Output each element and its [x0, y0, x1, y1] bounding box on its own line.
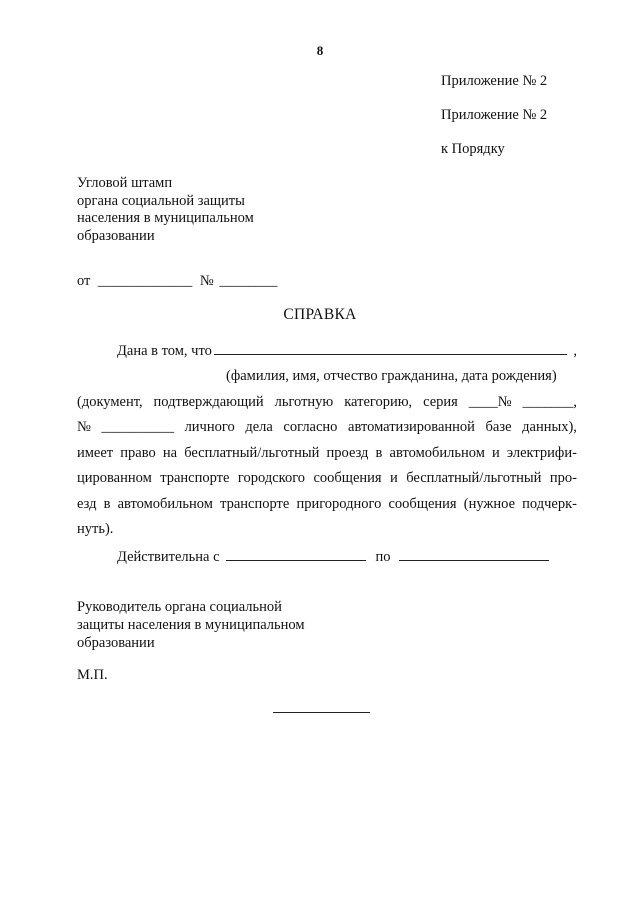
body-word: __________ — [101, 419, 174, 435]
body-word: про- — [549, 470, 577, 486]
body-word: имеет — [77, 445, 114, 461]
body-word: категорию, — [344, 394, 413, 410]
body-word: автоматизированной — [348, 419, 475, 435]
signature-line-2: защиты населения в муниципальном — [77, 617, 305, 633]
closing-rule — [273, 712, 370, 713]
body-word: подчерк- — [522, 496, 577, 512]
body-word: бесплатный/льготный — [184, 445, 320, 461]
valid-to-blank — [399, 548, 549, 561]
document-line — [77, 394, 577, 411]
body-word: данных), — [522, 419, 577, 435]
body-word: бесплатный/льготный — [406, 470, 542, 486]
body-word: в — [375, 445, 383, 461]
body-word: в — [103, 496, 111, 512]
body-word: сообщения — [313, 470, 382, 486]
appendix-line-2: Приложение № 2 — [441, 107, 548, 123]
signature-line-3: образовании — [77, 635, 155, 651]
body-word: подтверждающий — [153, 394, 264, 410]
document-title: СПРАВКА — [283, 306, 357, 323]
body-word: (документ, — [77, 394, 143, 410]
case-line — [77, 419, 577, 436]
stamp-line-3: населения в муниципальном — [77, 210, 254, 226]
valid-from-blank — [226, 548, 366, 561]
body-line-3 — [77, 445, 577, 462]
body-word: _______, — [522, 394, 577, 410]
body-line-6: нуть). — [77, 521, 114, 537]
validity-line — [117, 548, 549, 566]
corner-stamp-block — [77, 175, 337, 245]
name-hint: (фамилия, имя, отчество гражданина, дата рождения) — [226, 368, 557, 384]
stamp-line-2: органа социальной защиты — [77, 192, 245, 209]
body-word: транспорте — [160, 470, 230, 486]
given-label: Дана в том, что — [117, 343, 212, 359]
stamp-line-4: образовании — [77, 227, 155, 244]
body-word: сообщения — [388, 496, 457, 512]
body-line-5 — [77, 496, 577, 513]
body-word: базе — [485, 419, 512, 435]
valid-to-label: по — [375, 549, 391, 565]
body-word: пригородного — [296, 496, 382, 512]
given-end: , — [573, 343, 577, 359]
body-word: серия — [423, 394, 458, 410]
signature-block — [77, 598, 305, 652]
given-line — [117, 342, 577, 360]
body-word: согласно — [283, 419, 338, 435]
body-word: ____№ — [468, 394, 512, 410]
body-word: личного — [184, 419, 235, 435]
body-word: (нужное — [463, 496, 516, 512]
stamp-line-1: Угловой штамп — [77, 175, 173, 191]
body-word: электрифи- — [506, 445, 577, 461]
signature-line-1: Руководитель органа социальной — [77, 599, 282, 615]
appendix-line-1: Приложение № 2 — [441, 73, 548, 89]
from-date-blank: _____________ — [98, 273, 193, 289]
body-word: езд — [77, 496, 97, 512]
body-word: льготную — [274, 394, 334, 410]
appendix-line-3: к Порядку — [441, 141, 505, 157]
body-word: № — [77, 419, 91, 435]
body-word: право — [120, 445, 156, 461]
body-word: автомобильном — [389, 445, 485, 461]
number-blank: ________ — [219, 273, 278, 289]
body-word: на — [162, 445, 178, 461]
body-word: транспорте — [220, 496, 290, 512]
from-label: от — [77, 273, 91, 289]
seal-place-label: М.П. — [77, 667, 108, 683]
citizen-blank — [214, 342, 568, 355]
body-word: автомобильном — [117, 496, 213, 512]
number-label: № — [199, 273, 214, 289]
body-word: городского — [237, 470, 306, 486]
body-line-4 — [77, 470, 577, 487]
date-number-line — [77, 273, 277, 290]
body-word: и — [390, 470, 398, 486]
body-word: и — [492, 445, 500, 461]
body-word: цированном — [77, 470, 152, 486]
page-number: 8 — [316, 43, 324, 58]
body-word: проезд — [326, 445, 369, 461]
body-word: дела — [245, 419, 273, 435]
valid-from-label: Действительна с — [117, 549, 220, 565]
